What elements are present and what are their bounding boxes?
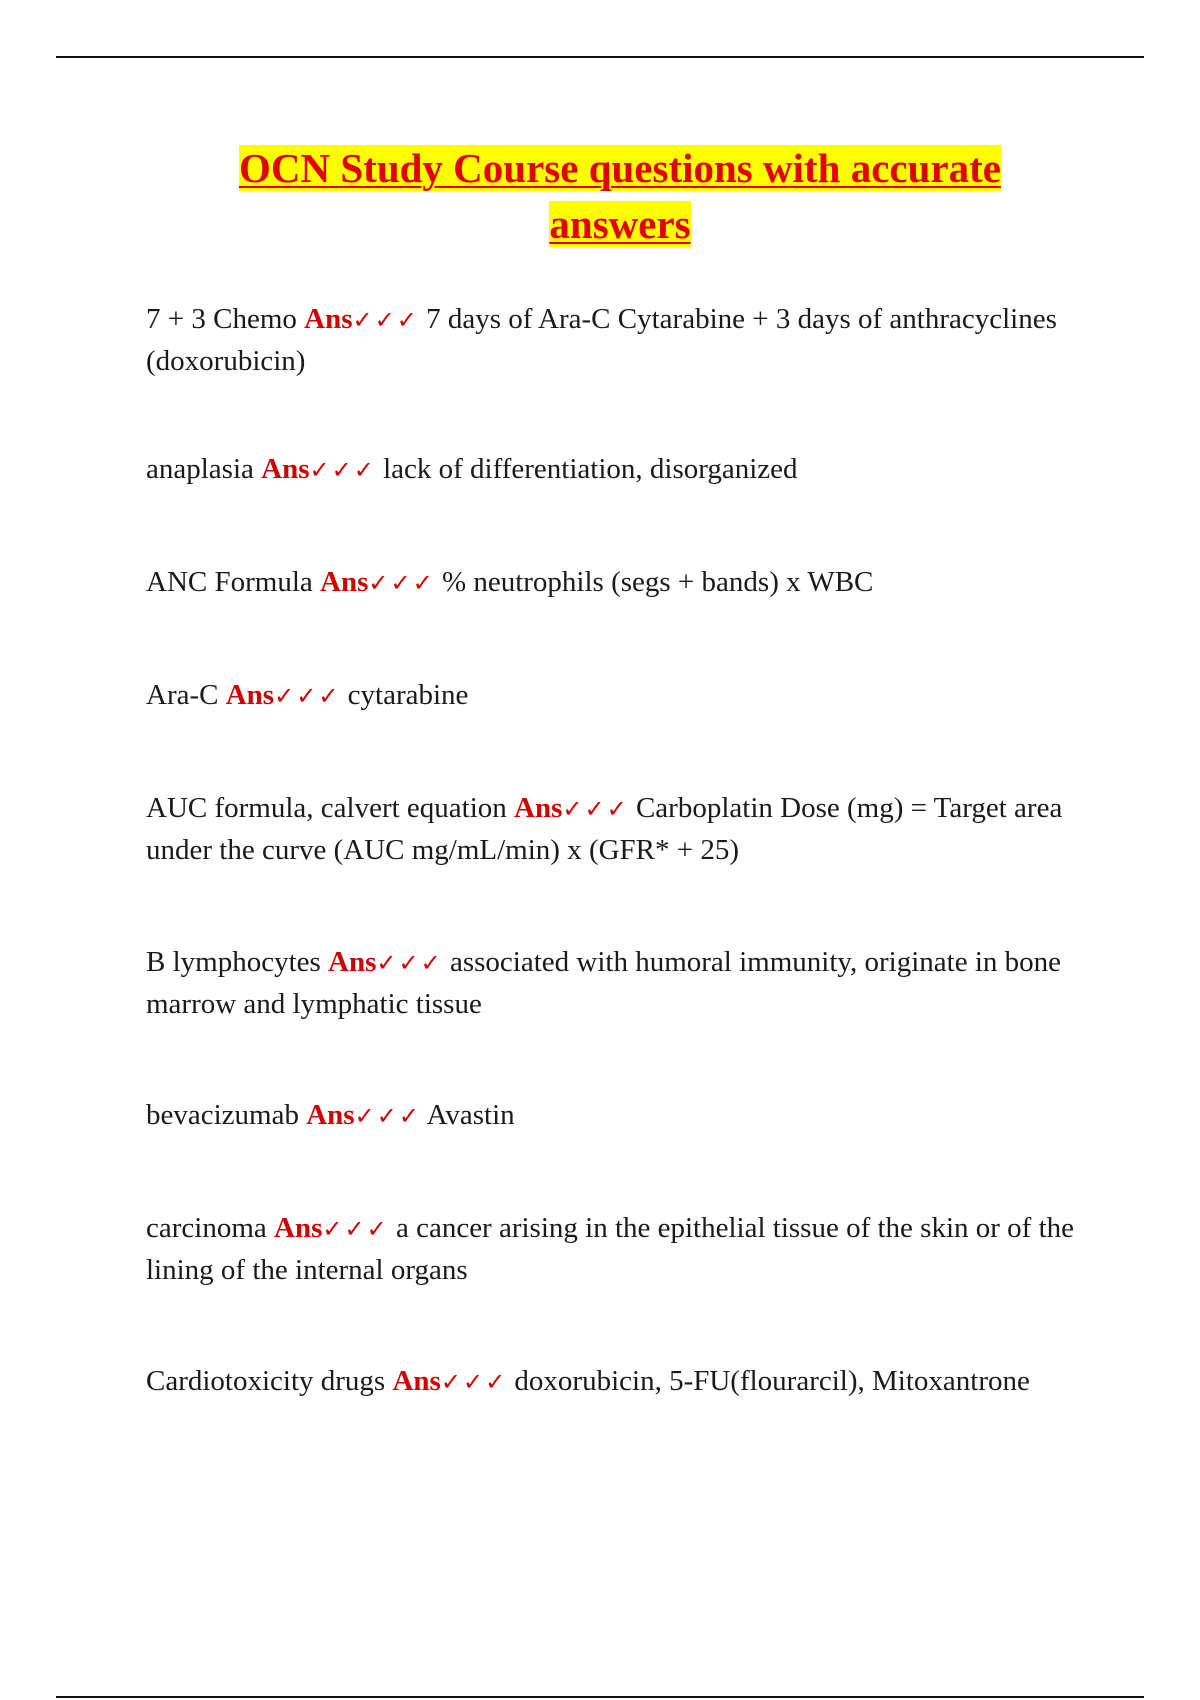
title-line-1: OCN Study Course questions with accurate — [239, 145, 1001, 191]
check-marks-icon: ✓✓✓ — [354, 1102, 421, 1130]
ans-label: Ans — [304, 303, 353, 335]
qa-term: ANC Formula — [146, 566, 313, 598]
qa-term: bevacizumab — [146, 1099, 299, 1131]
check-marks-icon: ✓✓✓ — [274, 682, 341, 710]
qa-answer: 7 days of Ara-C Cytarabine + 3 days of anthracyclines (doxorubicin) — [146, 303, 1057, 377]
check-marks-icon: ✓✓✓ — [562, 795, 629, 823]
qa-item — [146, 788, 1086, 871]
check-marks-icon: ✓✓✓ — [322, 1215, 389, 1243]
qa-answer: Avastin — [426, 1099, 515, 1131]
qa-answer: lack of differentiation, disorganized — [383, 453, 798, 485]
qa-item — [146, 1361, 1086, 1403]
ans-label: Ans — [306, 1099, 355, 1131]
ans-label: Ans — [225, 679, 275, 711]
qa-item — [146, 299, 1086, 382]
document-title — [140, 140, 1100, 252]
top-rule — [56, 56, 1144, 58]
qa-term: AUC formula, calvert equation — [146, 792, 507, 824]
check-marks-icon: ✓✓✓ — [368, 569, 435, 597]
qa-answer: % neutrophils (segs + bands) x WBC — [441, 566, 874, 598]
qa-item — [146, 1095, 1086, 1137]
qa-answer: doxorubicin, 5-FU(flourarcil), Mitoxantrone — [514, 1365, 1030, 1397]
bottom-rule — [56, 1696, 1144, 1698]
qa-term: 7 + 3 Chemo — [146, 303, 297, 335]
qa-term: anaplasia — [146, 453, 254, 485]
qa-term: B lymphocytes — [146, 946, 321, 978]
qa-item — [146, 449, 1086, 491]
ans-label: Ans — [274, 1212, 323, 1244]
check-marks-icon: ✓✓✓ — [376, 949, 443, 977]
qa-item — [146, 562, 1086, 604]
qa-item — [146, 675, 1086, 717]
ans-label: Ans — [320, 566, 369, 598]
qa-answer: a cancer arising in the epithelial tissue of the skin or of the lining of the internal organs — [146, 1212, 1075, 1286]
ans-label: Ans — [261, 453, 310, 485]
qa-term: Cardiotoxicity drugs — [146, 1365, 386, 1397]
check-marks-icon: ✓✓✓ — [309, 456, 376, 484]
check-marks-icon: ✓✓✓ — [352, 306, 419, 334]
qa-term: carcinoma — [146, 1212, 267, 1244]
check-marks-icon: ✓✓✓ — [440, 1368, 508, 1396]
qa-item — [146, 942, 1086, 1025]
qa-term: Ara-C — [146, 679, 219, 711]
qa-answer: Carboplatin Dose (mg) = Target area under the curve (AUC mg/mL/min) x (GFR* + 25) — [146, 792, 1063, 866]
ans-label: Ans — [392, 1365, 441, 1397]
ans-label: Ans — [514, 792, 563, 824]
title-line-2: answers — [549, 201, 691, 247]
qa-item — [146, 1208, 1086, 1291]
qa-answer: cytarabine — [347, 679, 469, 711]
ans-label: Ans — [328, 946, 377, 978]
qa-answer: associated with humoral immunity, originate in bone marrow and lymphatic tissue — [146, 946, 1062, 1020]
